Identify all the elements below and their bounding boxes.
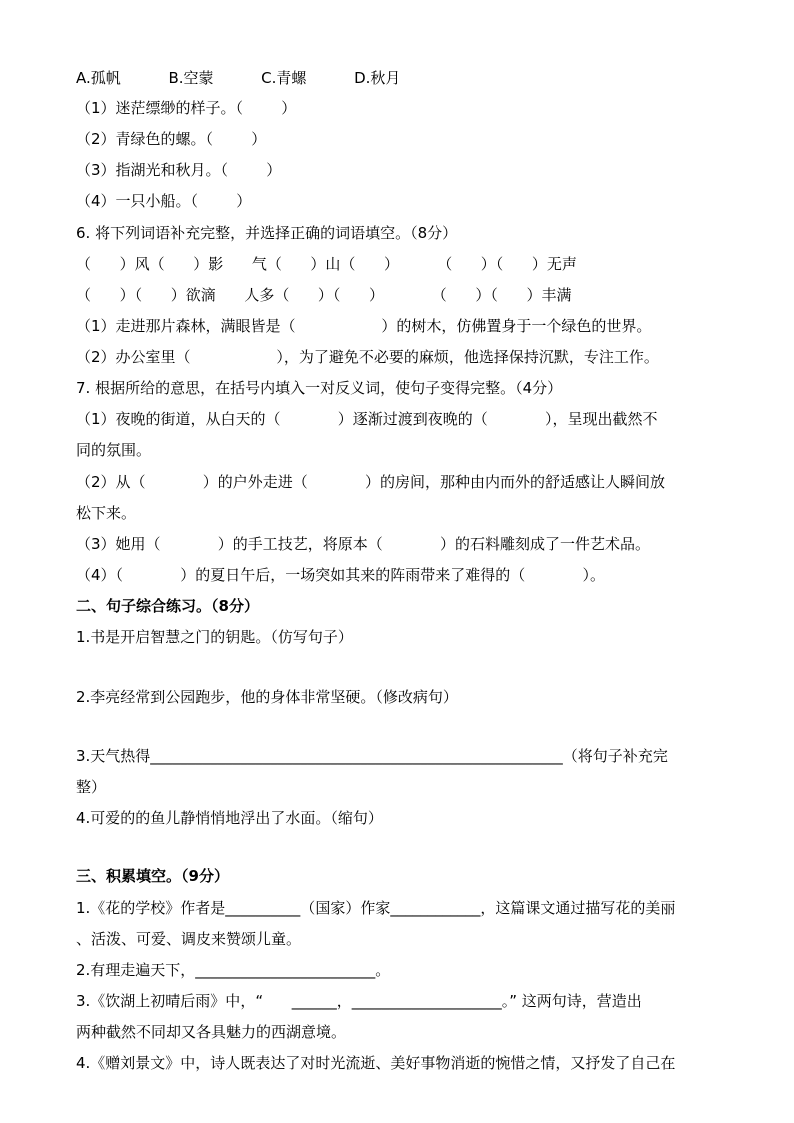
choice-item-2: （2）青绿色的螺。（ ） (76, 130, 267, 148)
q7-item-3: （3）她用（ ）的手工技艺，将原本（ ）的石料雕刻成了一件艺术品。 (76, 535, 650, 553)
s2-item-3-cont: 整） (76, 778, 107, 796)
choice-item-1: （1）迷茫缥缈的样子。（ ） (76, 99, 297, 117)
s3-item-1-cont: 、活泼、可爱、调皮来赞颂儿童。 (76, 930, 302, 948)
question-7-title: 7. 根据所给的意思，在括号内填入一对反义词，使句子变得完整。（4分） (76, 379, 563, 397)
s3-item-4: 4.《赠刘景文》中，诗人既表达了对时光流逝、美好事物消逝的惋惜之情，又抒发了自己在 (76, 1054, 676, 1072)
choice-item-4: （4）一只小船。（ ） (76, 192, 252, 210)
q7-item-2: （2）从（ ）的户外走进（ ）的房间，那种由内而外的舒适感让人瞬间放 (76, 473, 665, 491)
s3-item-3-cont: 两种截然不同却又各具魅力的西湖意境。 (76, 1023, 347, 1041)
section-3-heading: 三、积累填空。（9分） (76, 867, 229, 885)
s2-item-4: 4.可爱的的鱼儿静悄悄地浮出了水面。（缩句） (76, 809, 383, 827)
s3-item-1: 1.《花的学校》作者是__________（国家）作家____________，这篇课文通过描写花的美丽 (76, 899, 676, 917)
q7-item-2-cont: 松下来。 (76, 504, 137, 522)
s3-item-3: 3.《饮湖上初晴后雨》中，“ ______，____________________。” 这两句诗，营造出 (76, 992, 642, 1010)
q7-item-1: （1）夜晚的街道，从白天的（ ）逐渐过渡到夜晚的（ ），呈现出截然不 (76, 410, 658, 428)
q7-item-4: （4）（ ）的夏日午后，一场突如其来的阵雨带来了难得的（ ）。 (76, 566, 605, 584)
s3-item-2: 2.有理走遍天下，________________________。 (76, 961, 391, 979)
q6-fill-1: （1）走进那片森林，满眼皆是（ ）的树木，仿佛置身于一个绿色的世界。 (76, 317, 652, 335)
choice-options: A.孤帆 B.空蒙 C.青螺 D.秋月 (76, 69, 401, 87)
section-2-heading: 二、句子综合练习。（8分） (76, 597, 259, 615)
q6-fill-2: （2）办公室里（ ），为了避免不必要的麻烦，他选择保持沉默，专注工作。 (76, 348, 659, 366)
s2-item-2: 2.李亮经常到公园跑步，他的身体非常坚硬。（修改病句） (76, 688, 458, 706)
s2-item-1: 1.书是开启智慧之门的钥匙。（仿写句子） (76, 628, 353, 646)
q7-item-1-cont: 同的氛围。 (76, 441, 152, 459)
idiom-row-1: （ ）风（ ）影 气（ ）山（ ） （ ）（ ）无声 (76, 255, 577, 273)
s2-item-3: 3.天气热得_______________________________________________________（将句子补充完 (76, 747, 668, 765)
question-6-title: 6. 将下列词语补充完整，并选择正确的词语填空。（8分） (76, 224, 458, 242)
choice-item-3: （3）指湖光和秋月。（ ） (76, 161, 282, 179)
idiom-row-2: （ ）（ ）欲滴 人多（ ）（ ） （ ）（ ）丰满 (76, 286, 572, 304)
